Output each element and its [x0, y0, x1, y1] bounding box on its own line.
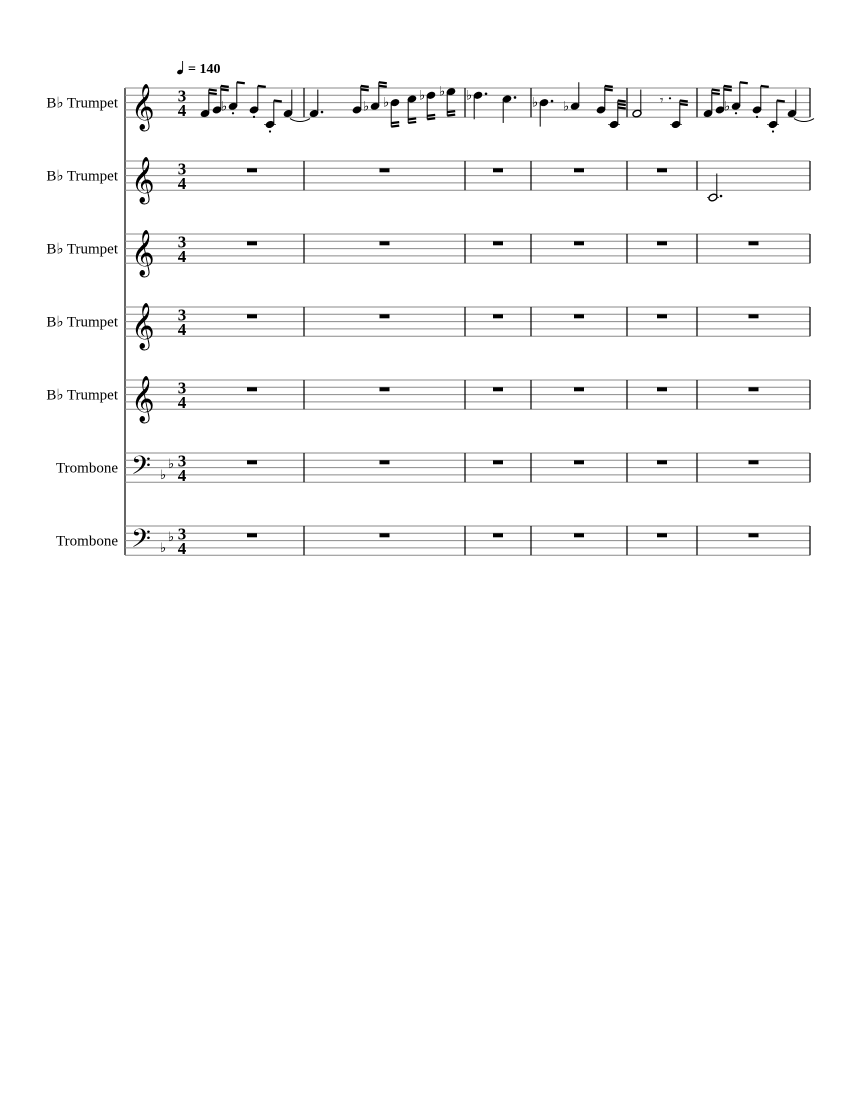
beam [740, 82, 748, 83]
beam [408, 118, 416, 119]
whole-rest-icon [657, 460, 667, 464]
measure-1 [247, 168, 257, 172]
beam [258, 86, 266, 87]
measure-2 [380, 387, 390, 391]
time-signature-numerator: 3 [177, 159, 187, 179]
dot [669, 97, 671, 99]
whole-rest-icon [749, 387, 759, 391]
time-signature-denominator: 4 [177, 320, 187, 340]
whole-rest-icon [574, 387, 584, 391]
augmentation-dot [514, 96, 517, 99]
beam [605, 89, 613, 90]
beam [712, 93, 720, 94]
flat-icon: ♭ [383, 95, 390, 111]
whole-rest-icon [574, 241, 584, 245]
treble-clef-icon: 𝄞 [131, 375, 155, 422]
measure-3 [493, 241, 503, 245]
measure-6 [703, 82, 814, 132]
note [707, 174, 722, 202]
measure-4 [574, 241, 584, 245]
staff-4 [46, 303, 810, 351]
time-signature-denominator: 4 [177, 101, 187, 121]
augmentation-dot [720, 195, 723, 198]
measure-6 [749, 314, 759, 318]
flat-icon: ♭ [160, 540, 167, 556]
measure-1 [247, 314, 257, 318]
time-signature-numerator: 3 [177, 524, 187, 544]
measure-3 [466, 88, 516, 123]
time-signature-denominator: 4 [177, 174, 187, 194]
whole-rest-icon [380, 460, 390, 464]
beam [680, 104, 688, 105]
flat-icon: ♭ [532, 95, 539, 111]
beam [408, 122, 416, 123]
instrument-label: B♭ Trumpet [46, 168, 118, 185]
measure-6 [749, 533, 759, 537]
staff-1 [46, 82, 814, 132]
time-signature-denominator: 4 [177, 247, 187, 267]
whole-rest-icon [749, 460, 759, 464]
flat-icon: ♭ [563, 99, 570, 115]
beam [712, 90, 720, 91]
note [703, 90, 720, 118]
treble-clef-icon: 𝄞 [131, 83, 155, 130]
whole-rest-icon [574, 314, 584, 318]
whole-rest-icon [380, 387, 390, 391]
measure-2 [309, 82, 456, 126]
note [419, 88, 436, 119]
beam [391, 126, 399, 127]
whole-rest-icon [574, 168, 584, 172]
staccato-dot [735, 112, 737, 114]
note [466, 88, 487, 119]
beam [379, 86, 387, 87]
measure-5 [657, 460, 667, 464]
note [502, 95, 516, 123]
whole-rest-icon [657, 241, 667, 245]
measure-6 [749, 241, 759, 245]
whole-rest-icon [247, 314, 257, 318]
whole-rest-icon [493, 314, 503, 318]
note [264, 101, 282, 133]
whole-rest-icon [657, 314, 667, 318]
note [767, 101, 785, 133]
staves-container [46, 82, 814, 560]
beam [221, 86, 229, 87]
measure-3 [493, 460, 503, 464]
measure-5 [657, 314, 667, 318]
measure-3 [493, 168, 503, 172]
beam [447, 115, 455, 116]
measure-4 [574, 533, 584, 537]
tempo-text: = 140 [188, 62, 221, 77]
note [632, 90, 642, 118]
time-signature-numerator: 3 [177, 451, 187, 471]
measure-4 [574, 168, 584, 172]
note [439, 85, 456, 116]
instrument-label: Trombone [56, 460, 118, 477]
staff-5 [46, 376, 810, 424]
time-signature-numerator: 3 [177, 378, 187, 398]
measure-2 [380, 241, 390, 245]
instrument-label: Trombone [56, 533, 118, 550]
measure-2 [380, 168, 390, 172]
time-signature-numerator: 3 [177, 305, 187, 325]
beam [237, 82, 245, 83]
measure-4 [532, 82, 626, 129]
whole-rest-icon [247, 533, 257, 537]
staccato-dot [253, 116, 255, 118]
measure-1 [247, 533, 257, 537]
time-signature-numerator: 3 [177, 232, 187, 252]
staff-3 [46, 230, 810, 278]
instrument-label: B♭ Trumpet [46, 387, 118, 404]
beam [618, 104, 626, 105]
augmentation-dot [551, 100, 554, 103]
beam [361, 89, 369, 90]
measure-5 [657, 168, 667, 172]
whole-rest-icon [380, 168, 390, 172]
whole-rest-icon [493, 168, 503, 172]
flat-icon: ♭ [466, 88, 473, 104]
note [407, 95, 417, 123]
quarter-note-icon [176, 61, 183, 75]
augmentation-dot [321, 111, 324, 114]
tempo-marking [176, 61, 220, 77]
flat-icon: ♭ [724, 99, 731, 115]
beam [618, 108, 626, 109]
measure-6 [749, 460, 759, 464]
whole-rest-icon [574, 460, 584, 464]
measure-4 [574, 314, 584, 318]
note [532, 96, 553, 127]
time-signature-numerator: 3 [177, 86, 187, 106]
instrument-label: B♭ Trumpet [46, 241, 118, 258]
flat-icon: ♭ [168, 529, 175, 545]
measure-6 [749, 387, 759, 391]
whole-rest-icon [493, 533, 503, 537]
whole-rest-icon [493, 241, 503, 245]
flat-icon: ♭ [221, 99, 228, 115]
whole-rest-icon [380, 314, 390, 318]
staccato-dot [756, 116, 758, 118]
measure-1 [247, 387, 257, 391]
beam [447, 111, 455, 112]
flat-icon: ♭ [168, 456, 175, 472]
whole-rest-icon [493, 460, 503, 464]
beam [209, 90, 217, 91]
beam [361, 86, 369, 87]
whole-rest-icon [657, 533, 667, 537]
beam [761, 86, 769, 87]
beam [427, 118, 435, 119]
note [608, 101, 626, 129]
staccato-dot [772, 130, 774, 132]
treble-clef-icon: 𝄞 [131, 302, 155, 349]
instrument-label: B♭ Trumpet [46, 95, 118, 112]
beam [209, 93, 217, 94]
tie [794, 119, 814, 122]
bass-clef-icon: 𝄢 [131, 523, 151, 560]
time-signature-denominator: 4 [177, 466, 187, 486]
note [249, 86, 266, 118]
measure-5 [657, 387, 667, 391]
note [670, 101, 688, 129]
whole-rest-icon [749, 241, 759, 245]
whole-rest-icon [247, 168, 257, 172]
beam [605, 86, 613, 87]
staff-6 [56, 451, 810, 487]
measure-3 [493, 314, 503, 318]
measure-3 [493, 387, 503, 391]
staff-7 [56, 524, 810, 560]
note [200, 90, 217, 118]
beam [777, 101, 785, 102]
measure-1 [247, 460, 257, 464]
flat-icon: ♭ [419, 88, 426, 104]
tie [290, 119, 310, 122]
augmentation-dot [485, 93, 488, 96]
note [309, 90, 323, 118]
beam [379, 82, 387, 83]
whole-rest-icon [574, 533, 584, 537]
flat-icon: ♭ [363, 99, 370, 115]
treble-clef-icon: 𝄞 [131, 156, 155, 203]
beam [680, 101, 688, 102]
whole-rest-icon [657, 387, 667, 391]
whole-rest-icon [247, 387, 257, 391]
whole-rest-icon [380, 241, 390, 245]
eighth-rest-icon: 𝄾 [660, 93, 664, 109]
whole-rest-icon [247, 241, 257, 245]
beam [724, 89, 732, 90]
beam [618, 101, 626, 102]
time-signature-denominator: 4 [177, 393, 187, 413]
note [383, 96, 400, 127]
beam [724, 86, 732, 87]
flat-icon: ♭ [439, 84, 446, 100]
whole-rest-icon [749, 314, 759, 318]
beam [427, 115, 435, 116]
whole-rest-icon [657, 168, 667, 172]
measure-2 [380, 533, 390, 537]
whole-rest-icon [247, 460, 257, 464]
treble-clef-icon: 𝄞 [131, 229, 155, 276]
measure-6 [707, 174, 722, 202]
measure-2 [380, 314, 390, 318]
instrument-label: B♭ Trumpet [46, 314, 118, 331]
bass-clef-icon: 𝄢 [131, 450, 151, 487]
beam [274, 101, 282, 102]
measure-2 [380, 460, 390, 464]
measure-4 [574, 460, 584, 464]
beam [391, 122, 399, 123]
measure-1 [200, 82, 310, 132]
staff-2 [46, 157, 810, 205]
measure-3 [493, 533, 503, 537]
whole-rest-icon [380, 533, 390, 537]
measure-5 [657, 533, 667, 537]
flat-icon: ♭ [160, 467, 167, 483]
beam [221, 89, 229, 90]
staccato-dot [269, 130, 271, 132]
measure-1 [247, 241, 257, 245]
whole-rest-icon [749, 533, 759, 537]
note [752, 86, 769, 118]
measure-5 [657, 241, 667, 245]
staccato-dot [232, 112, 234, 114]
whole-rest-icon [493, 387, 503, 391]
time-signature-denominator: 4 [177, 539, 187, 559]
measure-4 [574, 387, 584, 391]
